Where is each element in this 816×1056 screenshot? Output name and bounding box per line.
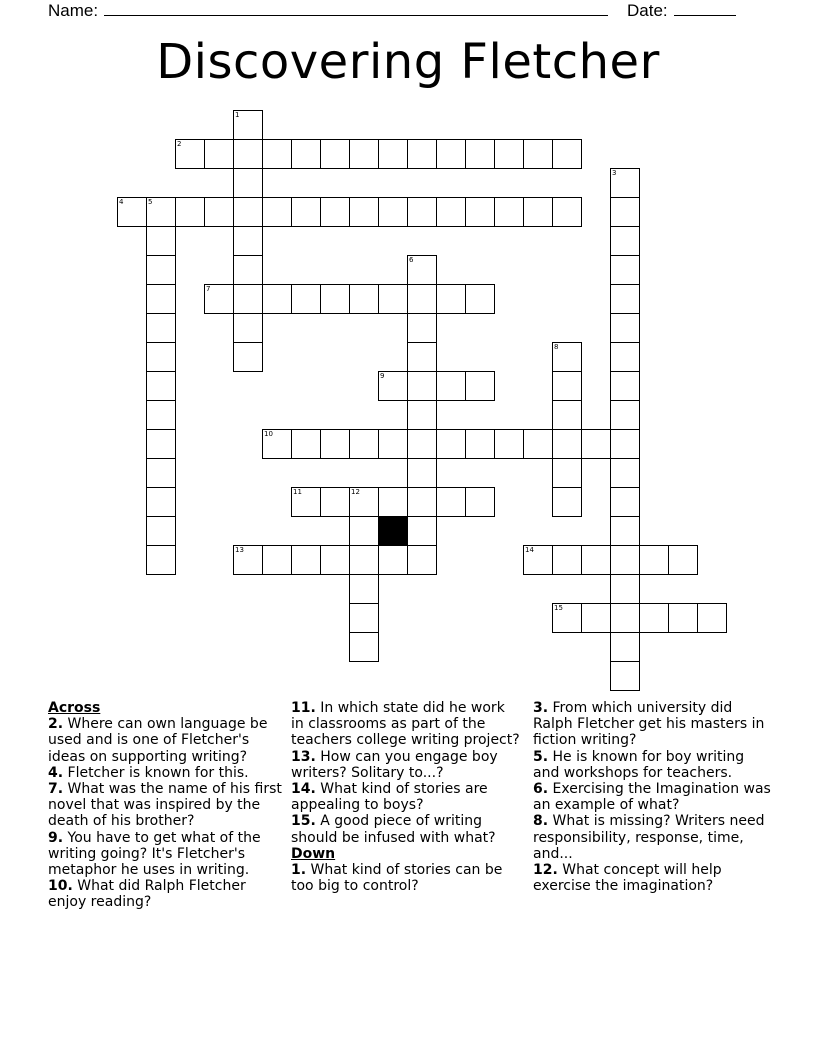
crossword-cell[interactable] <box>465 197 495 227</box>
crossword-cell[interactable] <box>610 545 640 575</box>
cell-number: 4 <box>119 198 124 206</box>
crossword-block <box>378 516 408 546</box>
crossword-cell[interactable] <box>146 400 176 430</box>
across-clue-11: 11. In which state did he work in classrooms as part of the teachers college writing project? <box>291 700 520 749</box>
crossword-cell[interactable] <box>349 284 379 314</box>
crossword-cell[interactable] <box>552 371 582 401</box>
crossword-cell[interactable] <box>349 545 379 575</box>
crossword-cell[interactable] <box>291 487 321 517</box>
crossword-cell[interactable] <box>233 226 263 256</box>
crossword-cell[interactable] <box>349 429 379 459</box>
crossword-cell[interactable] <box>610 313 640 343</box>
crossword-cell[interactable] <box>436 487 466 517</box>
down-clue-5: 5. He is known for boy writing and workshops for teachers. <box>533 748 745 781</box>
crossword-cell[interactable] <box>465 487 495 517</box>
across-clue-15: 15. A good piece of writing should be infused with what? <box>291 813 496 846</box>
crossword-cell[interactable] <box>407 197 437 227</box>
crossword-cell[interactable] <box>349 139 379 169</box>
cell-number: 13 <box>235 546 244 554</box>
crossword-cell[interactable] <box>291 284 321 314</box>
crossword-cell[interactable] <box>233 545 263 575</box>
crossword-cell[interactable] <box>494 197 524 227</box>
crossword-cell[interactable] <box>610 197 640 227</box>
crossword-cell[interactable] <box>610 371 640 401</box>
crossword-cell[interactable] <box>378 197 408 227</box>
across-clue-13: 13. How can you engage boy writers? Solitary to...? <box>291 748 498 781</box>
crossword-cell[interactable] <box>436 429 466 459</box>
crossword-cell[interactable] <box>610 516 640 546</box>
across-clue-14: 14. What kind of stories are appealing to boys? <box>291 781 488 814</box>
crossword-cell[interactable] <box>204 139 234 169</box>
crossword-cell[interactable] <box>639 545 669 575</box>
crossword-cell[interactable] <box>146 458 176 488</box>
crossword-cell[interactable] <box>610 342 640 372</box>
crossword-cell[interactable] <box>233 168 263 198</box>
crossword-cell[interactable] <box>668 545 698 575</box>
down-clue-3: 3. From which university did Ralph Fletcher get his masters in fiction writing? <box>533 700 765 749</box>
crossword-cell[interactable] <box>320 284 350 314</box>
crossword-cell[interactable] <box>610 400 640 430</box>
crossword-cell[interactable] <box>378 545 408 575</box>
clues-column-3 <box>533 700 771 894</box>
crossword-cell[interactable] <box>233 342 263 372</box>
crossword-cell[interactable] <box>697 603 727 633</box>
crossword-cell[interactable] <box>175 197 205 227</box>
crossword-cell[interactable] <box>552 400 582 430</box>
crossword-cell[interactable] <box>378 139 408 169</box>
crossword-cell[interactable] <box>407 400 437 430</box>
crossword-cell[interactable] <box>552 545 582 575</box>
crossword-cell[interactable] <box>610 284 640 314</box>
crossword-cell[interactable] <box>436 284 466 314</box>
crossword-cell[interactable] <box>465 284 495 314</box>
name-label: Name: <box>48 1 99 20</box>
crossword-cell[interactable] <box>436 197 466 227</box>
crossword-cell[interactable] <box>610 429 640 459</box>
crossword-cell[interactable] <box>465 429 495 459</box>
cell-number: 10 <box>264 430 273 438</box>
crossword-cell[interactable] <box>523 197 553 227</box>
cell-number: 2 <box>177 140 182 148</box>
down-clue-6: 6. Exercising the Imagination was an example of what? <box>533 781 771 814</box>
cell-number: 9 <box>380 372 385 380</box>
crossword-cell[interactable] <box>291 429 321 459</box>
crossword-cell[interactable] <box>552 458 582 488</box>
down-clue-12: 12. What concept will help exercise the imagination? <box>533 862 722 895</box>
crossword-cell[interactable] <box>233 313 263 343</box>
crossword-cell[interactable] <box>581 429 611 459</box>
crossword-cell[interactable] <box>349 632 379 662</box>
crossword-cell[interactable] <box>436 139 466 169</box>
crossword-cell[interactable] <box>407 487 437 517</box>
crossword-cell[interactable] <box>146 516 176 546</box>
crossword-cell[interactable] <box>146 371 176 401</box>
crossword-cell[interactable] <box>146 255 176 285</box>
crossword-cell[interactable] <box>494 139 524 169</box>
cell-number: 7 <box>206 285 211 293</box>
crossword-cell[interactable] <box>552 429 582 459</box>
crossword-cell[interactable] <box>407 313 437 343</box>
crossword-cell[interactable] <box>407 139 437 169</box>
crossword-cell[interactable] <box>233 197 263 227</box>
crossword-cell[interactable] <box>610 487 640 517</box>
crossword-cell[interactable] <box>552 139 582 169</box>
cell-number: 11 <box>293 488 302 496</box>
crossword-cell[interactable] <box>378 371 408 401</box>
crossword-cell[interactable] <box>552 342 582 372</box>
crossword-cell[interactable] <box>233 110 263 140</box>
crossword-cell[interactable] <box>204 197 234 227</box>
clues-column-1 <box>48 700 284 911</box>
cell-number: 15 <box>554 604 563 612</box>
crossword-cell[interactable] <box>552 603 582 633</box>
crossword-cell[interactable] <box>233 255 263 285</box>
cell-number: 6 <box>409 256 414 264</box>
crossword-cell[interactable] <box>262 429 292 459</box>
crossword-cell[interactable] <box>291 139 321 169</box>
cell-number: 8 <box>554 343 559 351</box>
cell-number: 12 <box>351 488 360 496</box>
crossword-cell[interactable] <box>146 284 176 314</box>
clues-column-2 <box>291 700 521 894</box>
crossword-cell[interactable] <box>407 284 437 314</box>
crossword-cell[interactable] <box>320 545 350 575</box>
crossword-cell[interactable] <box>610 603 640 633</box>
crossword-cell[interactable] <box>436 371 466 401</box>
crossword-cell[interactable] <box>291 545 321 575</box>
crossword-cell[interactable] <box>233 284 263 314</box>
crossword-cell[interactable] <box>349 603 379 633</box>
cell-number: 5 <box>148 198 153 206</box>
crossword-cell[interactable] <box>349 197 379 227</box>
cell-number: 1 <box>235 111 240 119</box>
crossword-cell[interactable] <box>465 139 495 169</box>
across-clue-4: 4. Fletcher is known for this. <box>48 764 249 781</box>
crossword-cell[interactable] <box>320 487 350 517</box>
crossword-cell[interactable] <box>523 139 553 169</box>
crossword-cell[interactable] <box>146 197 176 227</box>
crossword-cell[interactable] <box>610 574 640 604</box>
crossword-cell[interactable] <box>349 574 379 604</box>
crossword-cell[interactable] <box>610 458 640 488</box>
crossword-cell[interactable] <box>320 429 350 459</box>
crossword-cell[interactable] <box>407 429 437 459</box>
cell-number: 14 <box>525 546 534 554</box>
crossword-cell[interactable] <box>146 545 176 575</box>
crossword-cell[interactable] <box>552 487 582 517</box>
crossword-cell[interactable] <box>349 516 379 546</box>
crossword-cell[interactable] <box>146 313 176 343</box>
crossword-cell[interactable] <box>146 342 176 372</box>
crossword-cell[interactable] <box>262 197 292 227</box>
crossword-cell[interactable] <box>320 139 350 169</box>
cell-number: 3 <box>612 169 617 177</box>
crossword-cell[interactable] <box>262 139 292 169</box>
crossword-cell[interactable] <box>465 371 495 401</box>
crossword-cell[interactable] <box>581 545 611 575</box>
across-clue-10: 10. What did Ralph Fletcher enjoy reading? <box>48 878 246 911</box>
down-clue-8: 8. What is missing? Writers need responsibility, response, time, and... <box>533 813 765 862</box>
date-label: Date: <box>627 1 668 20</box>
crossword-cell[interactable] <box>523 545 553 575</box>
crossword-cell[interactable] <box>610 168 640 198</box>
crossword-cell[interactable] <box>552 197 582 227</box>
crossword-cell[interactable] <box>407 255 437 285</box>
crossword-cell[interactable] <box>407 342 437 372</box>
crossword-cell[interactable] <box>320 197 350 227</box>
crossword-cell[interactable] <box>610 632 640 662</box>
crossword-cell[interactable] <box>175 139 205 169</box>
crossword-cell[interactable] <box>233 139 263 169</box>
across-clue-2: 2. Where can own language be used and is one of Fletcher's ideas on supporting writing? <box>48 716 268 765</box>
crossword-cell[interactable] <box>378 284 408 314</box>
crossword-cell[interactable] <box>262 545 292 575</box>
crossword-cell[interactable] <box>581 603 611 633</box>
across-clue-7: 7. What was the name of his first novel that was inspired by the death of his brother? <box>48 781 282 830</box>
across-heading: Across <box>48 700 101 716</box>
crossword-cell[interactable] <box>407 458 437 488</box>
down-heading: Down <box>291 845 336 862</box>
crossword-cell[interactable] <box>407 516 437 546</box>
crossword-cell[interactable] <box>146 487 176 517</box>
crossword-cell[interactable] <box>146 429 176 459</box>
across-clue-9: 9. You have to get what of the writing going? It's Fletcher's metaphor he uses in writing. <box>48 829 261 879</box>
crossword-cell[interactable] <box>407 545 437 575</box>
crossword-cell[interactable] <box>262 284 292 314</box>
crossword-cell[interactable] <box>146 226 176 256</box>
down-clue-1: 1. What kind of stories can be too big to control? <box>291 862 503 895</box>
crossword-cell[interactable] <box>291 197 321 227</box>
crossword-cell[interactable] <box>668 603 698 633</box>
crossword-cell[interactable] <box>407 371 437 401</box>
crossword-cell[interactable] <box>117 197 147 227</box>
page-title: Discovering Fletcher <box>156 34 660 90</box>
crossword-cell[interactable] <box>378 487 408 517</box>
crossword-cell[interactable] <box>523 429 553 459</box>
crossword-cell[interactable] <box>610 661 640 691</box>
crossword-cell[interactable] <box>610 226 640 256</box>
crossword-cell[interactable] <box>204 284 234 314</box>
crossword-cell[interactable] <box>610 255 640 285</box>
crossword-cell[interactable] <box>349 487 379 517</box>
crossword-cell[interactable] <box>639 603 669 633</box>
crossword-cell[interactable] <box>378 429 408 459</box>
crossword-cell[interactable] <box>494 429 524 459</box>
